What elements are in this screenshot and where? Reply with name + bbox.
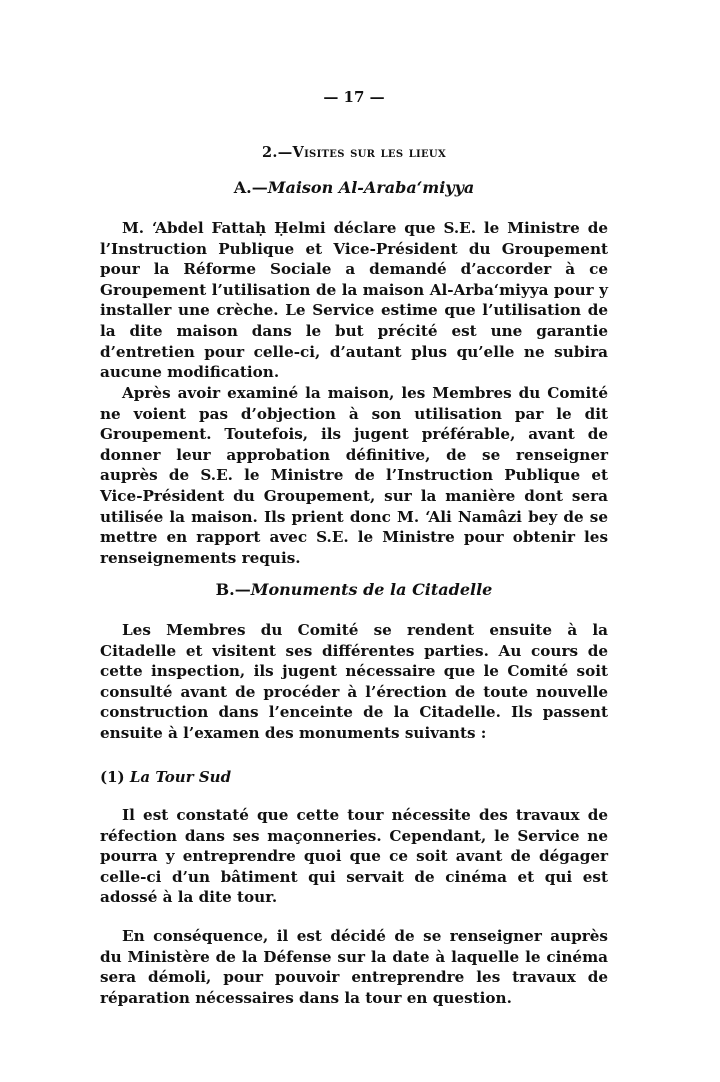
paragraph-2: Après avoir examiné la maison, les Membres du Comité ne voient pas d’objection à son utilisation par le dit Groupement. Toutefois, ils jugent préférable, avant de donner leur approbation définitive, de se renseigner auprès de S.E. le Ministre de l’Instruction Publique et Vice-Président du Groupement, sur la manière dont sera utilisée la maison. Ils prient donc M. ‘Ali Namâzi bey de se mettre en rapport avec S.E. le Ministre pour obtenir les renseignements requis. <box>100 384 608 567</box>
item-1-heading <box>100 768 608 786</box>
paragraph-1: M. ‘Abdel Fattaḥ Ḥelmi déclare que S.E. le Ministre de l’Instruction Publique et Vice-Président du Groupement pour la Réforme Sociale a demandé d’accorder à ce Groupement l’utilisation de la maison Al-Arba‘miyya pour y installer une crèche. Le Service estime que l’utilisation de la dite maison dans le but précité est une garantie d’entretien pour celle-ci, d’autant plus qu’elle ne subira aucune modification. <box>100 219 608 382</box>
section-heading <box>100 144 608 161</box>
subsection-b-title: Monuments de la Citadelle <box>250 580 493 599</box>
page-number: — 17 — <box>323 88 385 106</box>
subsection-b-heading <box>100 580 608 599</box>
paragraph-5: En conséquence, il est décidé de se renseigner auprès du Ministère de la Défense sur la date à laquelle le cinéma sera démoli, pour pouvoir entreprendre les travaux de réparation nécessaires dans la tour en question. <box>100 927 608 1007</box>
subsection-a-title: Maison Al-Araba‘miyya <box>267 178 475 197</box>
paragraph-3: Les Membres du Comité se rendent ensuite à la Citadelle et visitent ses différentes parties. Au cours de cette inspection, ils jugent nécessaire que le Comité soit consulté avant de procéder à l’érection de toute nouvelle construction dans l’enceinte de la Citadelle. Ils passent ensuite à l’examen des monuments suivants : <box>100 621 608 742</box>
item-1-number: (1) <box>100 768 125 786</box>
section-number: 2.— <box>261 144 293 161</box>
subsection-b-label: B.— <box>215 580 251 599</box>
item-1-title: La Tour Sud <box>129 768 232 786</box>
subsection-a-heading <box>100 178 608 197</box>
section-title: Visites sur les lieux <box>292 144 447 161</box>
paragraph-4: Il est constaté que cette tour nécessite des travaux de réfection dans ses maçonneries. Cependant, le Service ne pourra y entreprendre quoi que ce soit avant de dégager celle-ci d’un bâtiment qui servait de cinéma et qui est adossé à la dite tour. <box>100 806 608 907</box>
subsection-a-label: A.— <box>233 178 268 197</box>
